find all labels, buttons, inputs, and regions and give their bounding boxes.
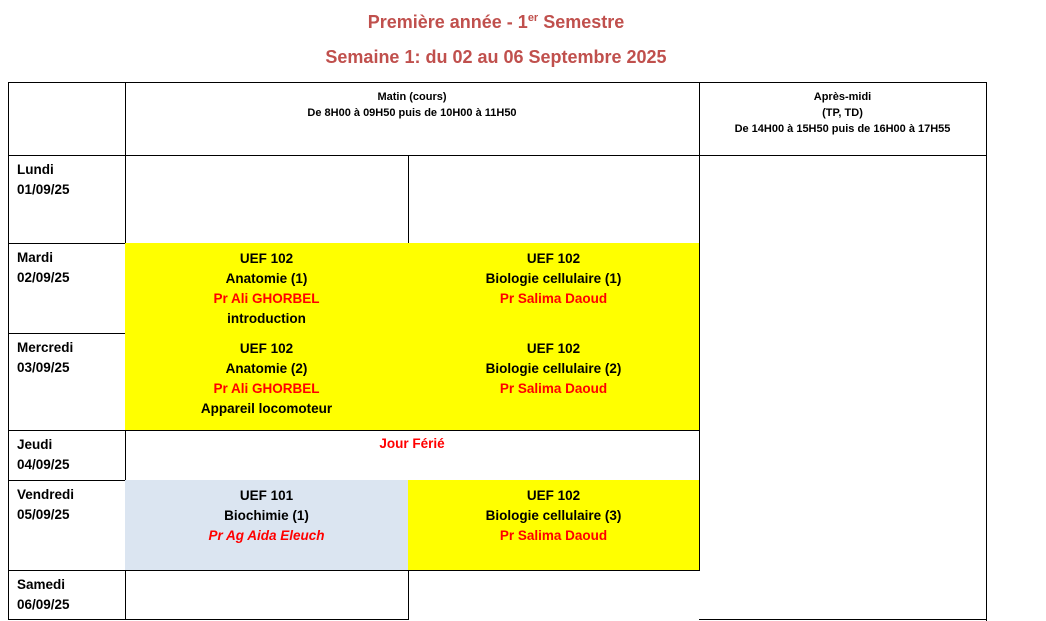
schedule-title: Première année - 1er Semestre [367,12,625,32]
session-lundi-2 [408,155,700,244]
header-afternoon [699,82,987,156]
session-mercredi-2: UEF 102 Biologie cellulaire (2) Pr Salima Daoud [408,333,700,431]
afternoon-column [699,155,987,621]
teacher-name: Pr Salima Daoud [499,291,608,306]
session-vendredi-2: UEF 102 Biologie cellulaire (3) Pr Salima Daoud [408,480,700,571]
teacher-name: Pr Salima Daoud [499,528,608,543]
session-mercredi-1: UEF 102 Anatomie (2) Pr Ali GHORBEL Appareil locomoteur [125,333,409,431]
holiday-jeudi: Jour Férié [125,430,700,481]
morning-hours: De 8H00 à 09H50 puis de 10H00 à 11H50 [307,107,517,119]
afternoon-sub: (TP, TD) [822,107,863,119]
session-lundi-1 [125,155,409,244]
teacher-name: Pr Ag Aida Eleuch [208,528,325,543]
session-mardi-2: UEF 102 Biologie cellulaire (1) Pr Salima Daoud [408,243,700,334]
session-vendredi-1: UEF 101 Biochimie (1) Pr Ag Aida Eleuch [125,480,409,571]
teacher-name: Pr Ali GHORBEL [213,291,320,306]
session-samedi-1 [125,570,409,620]
day-vendredi: Vendredi 05/09/25 [8,480,126,571]
day-mardi: Mardi 02/09/25 [8,243,126,334]
week-subtitle: Semaine 1: du 02 au 06 Septembre 2025 [325,47,667,67]
day-mercredi: Mercredi 03/09/25 [8,333,126,431]
header-corner-cell [8,82,126,156]
header-morning [125,82,700,156]
teacher-name: Pr Salima Daoud [499,381,608,396]
afternoon-hours: De 14H00 à 15H50 puis de 16H00 à 17H55 [734,123,951,135]
morning-title: Matin (cours) [377,91,447,103]
day-samedi: Samedi 06/09/25 [8,570,126,620]
teacher-name: Pr Ali GHORBEL [213,381,320,396]
session-mardi-1: UEF 102 Anatomie (1) Pr Ali GHORBEL introduction [125,243,409,334]
day-jeudi: Jeudi 04/09/25 [8,430,126,481]
afternoon-title: Après-midi [813,91,872,103]
day-lundi: Lundi 01/09/25 [8,155,126,244]
